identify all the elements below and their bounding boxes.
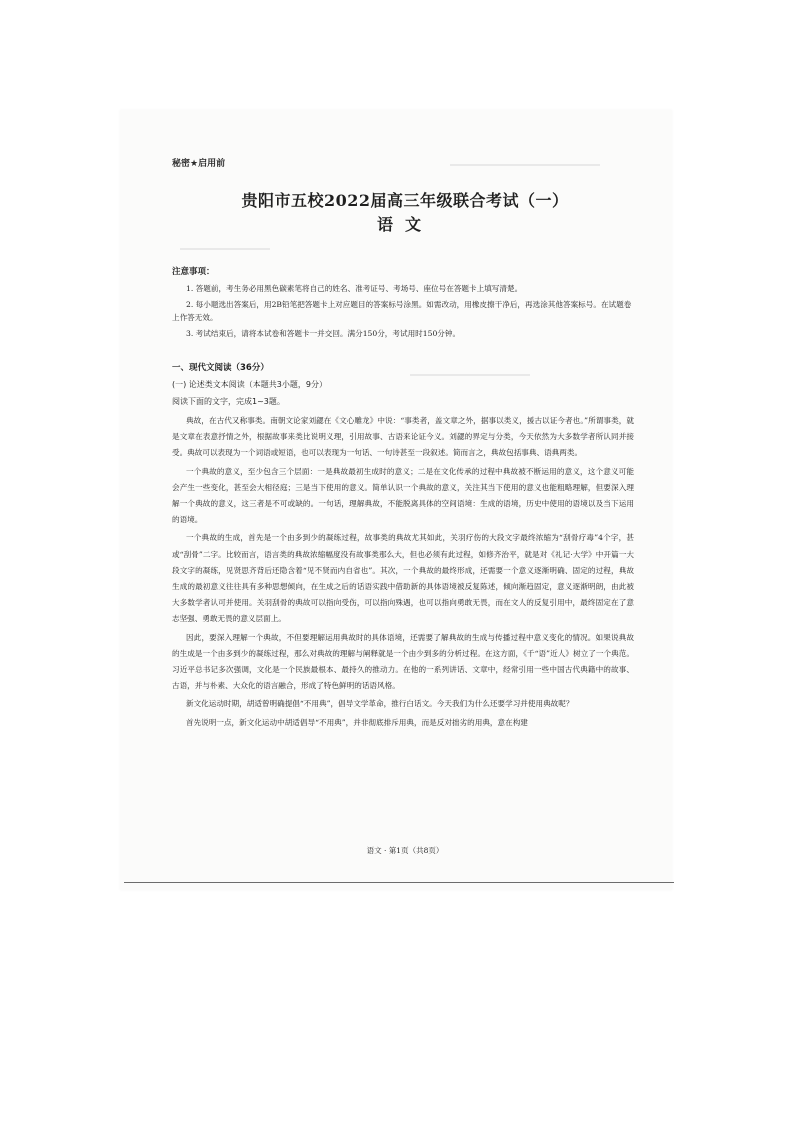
passage-paragraph: 首先说明一点，新文化运动中胡适倡导“不用典”，并非彻底排斥用典，而是反对拙劣的用典，意在构建 — [186, 717, 528, 727]
scan-bottom-edge — [124, 882, 674, 883]
notes-list — [172, 282, 634, 343]
notes-item: 3. 考试结束后，请将本试卷和答题卡一并交回。满分150分，考试用时150分钟。 — [186, 329, 461, 338]
bleed-through-mark — [410, 374, 530, 376]
section-heading: 一、现代文阅读（36分） — [172, 363, 269, 373]
bleed-through-mark — [180, 248, 270, 250]
passage-paragraph: 典故，在古代又称事类。南朝文论家刘勰在《文心雕龙》中说：“事类者，盖文章之外，据事以类义，援古以证今者也。”所谓事类，就是文章在表意抒情之外，根据故事来类比说明义理，引用故事、古语来论证今义。刘勰的界定与分类，今天依然为大多数学者所认同并接受。典故可以表现为一个词语或短语，也可以表现为一句话、一句诗甚至一段叙述。简而言之，典故包括事典、语典两类。 — [172, 416, 634, 458]
passage-body — [172, 413, 634, 733]
subject-title: 语文 — [376, 215, 433, 234]
reading-instruction: 阅读下面的文字，完成1~3题。 — [172, 397, 285, 406]
page-footer: 语文 · 第1页（共8页） — [366, 846, 444, 855]
passage-paragraph: 新文化运动时期，胡适曾明确提倡“不用典”，倡导文学革命，推行白话文。今天我们为什么还要学习并使用典故呢？ — [186, 699, 574, 709]
confidential-label: 秘密★启用前 — [172, 159, 226, 169]
notes-heading: 注意事项： — [172, 267, 215, 277]
passage-paragraph: 一个典故的生成，首先是一个由多到少的凝练过程，故事类的典故尤其如此，关羽疗伤的大段文字最终浓缩为“刮骨疗毒”4个字，甚或“刮骨”二字。比较而言，语言类的典故浓缩幅度没有故事类那么大，但也必须有此过程，如修齐治平，就是对《礼记·大学》中开篇一大段文字的凝练，见贤思齐背后还隐含着“见不贤而内自省也”。其次，一个典故的最终形成，还需要一个意义逐渐明确、固定的过程，典故生成的最初意义往往具有多种思想倾向，在生成之后的话语实践中借助新的具体语境被反复陈述，倾向渐趋固定，意义逐渐明朗，由此被大多数学者认可并使用。关羽刮骨的典故可以指向受伤，可以指向殊遇，也可以指向勇敢无畏，而在文人的反复引用中，最终固定在了意志坚强、勇敢无畏的意义层面上。 — [172, 533, 634, 624]
passage-paragraph: 因此，要深入理解一个典故，不但要理解运用典故时的具体语境，还需要了解典故的生成与传播过程中意义变化的情况。如果说典故的生成是一个由多到少的凝练过程，那么对典故的理解与阐释就是一个由少到多的分析过程。在这方面，《千“语”近人》树立了一个典范。习近平总书记多次强调，文化是一个民族最根本、最持久的推动力。在他的一系列讲话、文章中，经常引用一些中国古代典籍中的故事、古语，并与朴素、大众化的语言融合，形成了特色鲜明的话语风格。 — [172, 632, 634, 691]
exam-title: 贵阳市五校2022届高三年级联合考试（一） — [241, 191, 569, 210]
bleed-through-mark — [450, 164, 600, 166]
subsection-heading: (一) 论述类文本阅读（本题共3小题，9分） — [172, 380, 327, 389]
notes-item: 2. 每小题选出答案后，用2B铅笔把答题卡上对应题目的答案标号涂黑。如需改动，用橡皮擦干净后，再选涂其他答案标号。在试题卷上作答无效。 — [172, 300, 632, 322]
notes-item: 1. 答题前，考生务必用黑色碳素笔将自己的姓名、准考证号、考场号、座位号在答题卡上填写清楚。 — [186, 284, 523, 293]
passage-paragraph: 一个典故的意义，至少包含三个层面：一是典故最初生成时的意义；二是在文化传承的过程中典故被不断运用的意义，这个意义可能会产生一些变化，甚至会大相径庭；三是当下使用的意义。简单认识一个典故的意义，关注其当下使用的意义也能粗略理解，但要深入理解一个典故的意义，这三者是不可或缺的。一句话，理解典故，不能脱离具体的空间语境：生成的语境，历史中使用的语境以及当下运用的语境。 — [172, 466, 634, 525]
